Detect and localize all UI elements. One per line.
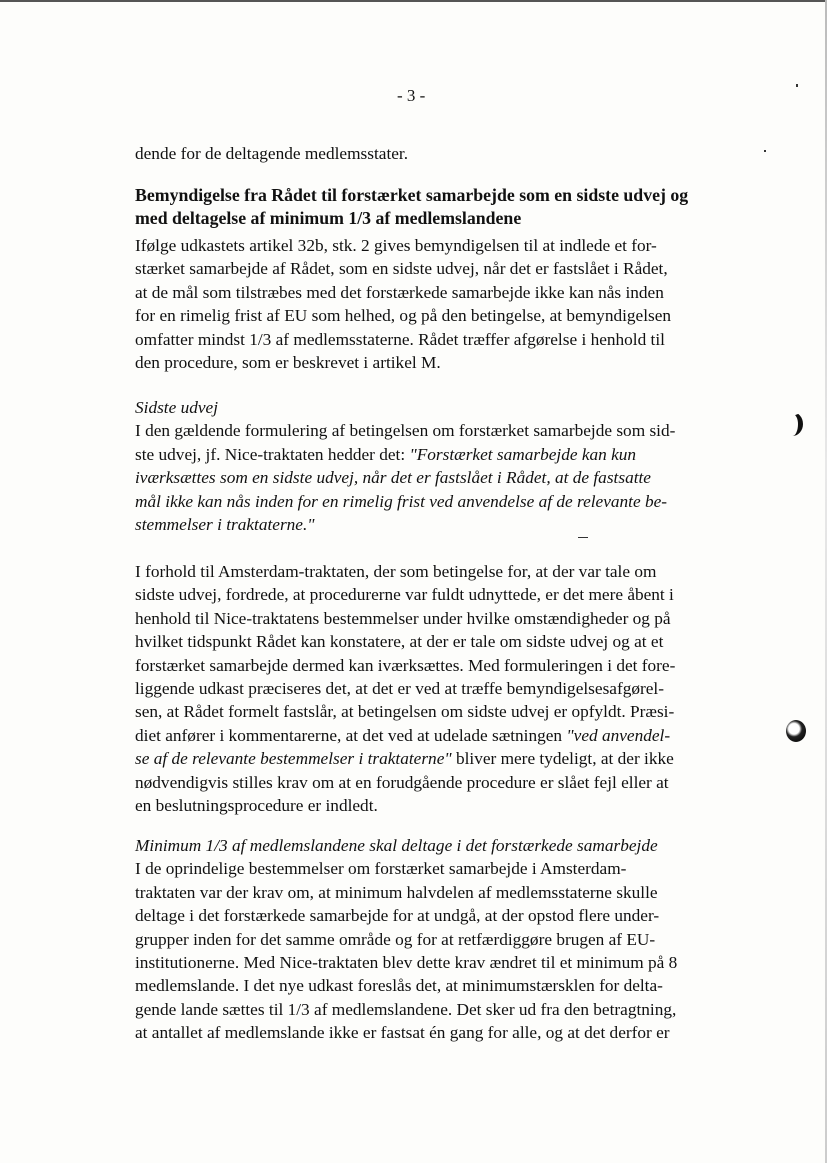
- subheading: Minimum 1/3 af medlemslandene skal deltage i det forstærkede samarbejde: [135, 836, 658, 855]
- text-run: ste udvej, jf. Nice-traktaten hedder det:: [135, 444, 410, 464]
- text-line: [135, 724, 735, 747]
- text-line: at de mål som tilstræbes med det forstærkede samarbejde ikke kan nås inden: [135, 282, 664, 302]
- text-line: [135, 443, 735, 466]
- text-line: stærket samarbejde af Rådet, som en sidste udvej, når det er fastslået i Rådet,: [135, 259, 668, 279]
- heading-line: med deltagelse af minimum 1/3 af medlemslandene: [135, 208, 522, 229]
- text-line: Ifølge udkastets artikel 32b, stk. 2 gives bemyndigelsen til at indlede et for-: [135, 236, 657, 255]
- text-line: medlemslande. I det nye udkast foreslås det, at minimumstærsklen for delta-: [135, 976, 663, 996]
- quote-line: mål ikke kan nås inden for en rimelig frist ved anvendelse af de relevante be-: [135, 491, 668, 511]
- quote-run: se af de relevante bestemmelser i traktaterne": [135, 749, 452, 769]
- text-line: traktaten var der krav om, at minimum halvdelen af medlemsstaterne skulle: [135, 882, 658, 902]
- text-line: gende lande sættes til 1/3 af medlemslandene. Det sker ud fra den betragtning,: [135, 999, 677, 1019]
- text-line: [135, 747, 735, 770]
- text-line: I den gældende formulering af betingelsen om forstærket samarbejde som sid-: [135, 421, 676, 441]
- scan-edge-top: [0, 0, 827, 2]
- scan-speck: [796, 84, 798, 87]
- text-line: dende for de deltagende medlemsstater.: [135, 144, 409, 163]
- paragraph-amsterdam: [135, 560, 735, 817]
- quote-line: iværksættes som en sidste udvej, når det er fastslået i Rådet, at de fastsatte: [135, 468, 651, 488]
- quote-run: "ved anvendel-: [566, 725, 671, 745]
- text-line: henhold til Nice-traktatens bestemmelser under hvilke omstændigheder og på: [135, 608, 671, 628]
- text-line: sidste udvej, fordrede, at procedurerne var fuldt udnyttede, er det mere åbent i: [135, 585, 674, 605]
- text-line: I forhold til Amsterdam-traktaten, der som betingelse for, at der var tale om: [135, 562, 657, 581]
- section-heading: [135, 184, 735, 231]
- text-line: forstærket samarbejde dermed kan iværksættes. Med formuleringen i det fore-: [135, 655, 676, 675]
- text-line: liggende udkast præciseres det, at det er ved at træffe bemyndigelsesafgørel-: [135, 679, 664, 699]
- subheading: Sidste udvej: [135, 398, 219, 417]
- paragraph-last-resort: [135, 396, 735, 536]
- text-run: diet anfører i kommentarerne, at det ved at udelade sætningen: [135, 725, 567, 745]
- text-line: grupper inden for det samme område og for at retfærdiggøre brugen af EU-: [135, 929, 656, 949]
- quote-run: "Forstærket samarbejde kan kun: [409, 444, 637, 464]
- text-line: sen, at Rådet formelt fastslår, at betingelsen om sidste udvej er opfyldt. Præsi-: [135, 702, 675, 722]
- text-line: deltage i det forstærkede samarbejde for at undgå, at der opstod flere under-: [135, 906, 660, 926]
- text-line: institutionerne. Med Nice-traktaten blev dette krav ændret til et minimum på 8: [135, 953, 678, 973]
- intro-paragraph: [135, 142, 735, 165]
- text-line: omfatter mindst 1/3 af medlemsstaterne. Rådet træffer afgørelse i henhold til: [135, 329, 665, 349]
- quote-line: stemmelser i traktaterne.": [135, 515, 315, 535]
- scan-speck: [578, 537, 588, 538]
- scan-speck: [764, 150, 766, 152]
- heading-line: Bemyndigelse fra Rådet til forstærket samarbejde som en sidste udvej og: [135, 185, 689, 205]
- text-line: hvilket tidspunkt Rådet kan konstatere, at der er tale om sidste udvej og at et: [135, 632, 664, 652]
- page-number: - 3 -: [397, 86, 426, 105]
- text-line: for en rimelig frist af EU som helhed, og på den betingelse, at bemyndigelsen: [135, 306, 672, 326]
- paragraph-authorisation: [135, 234, 735, 374]
- paragraph-minimum: [135, 834, 735, 1045]
- punch-hole-lower: [786, 720, 806, 742]
- punch-hole-upper: [782, 412, 803, 436]
- text-line: nødvendigvis stilles krav om at en forudgående procedure er slået fejl eller at: [135, 772, 669, 792]
- text-run: bliver mere tydeligt, at der ikke: [451, 749, 674, 769]
- text-line: at antallet af medlemslande ikke er fastsat én gang for alle, og at det derfor er: [135, 1023, 670, 1043]
- text-line: den procedure, som er beskrevet i artikel M.: [135, 353, 441, 373]
- text-line: en beslutningsprocedure er indledt.: [135, 796, 378, 816]
- text-line: I de oprindelige bestemmelser om forstærket samarbejde i Amsterdam-: [135, 859, 627, 879]
